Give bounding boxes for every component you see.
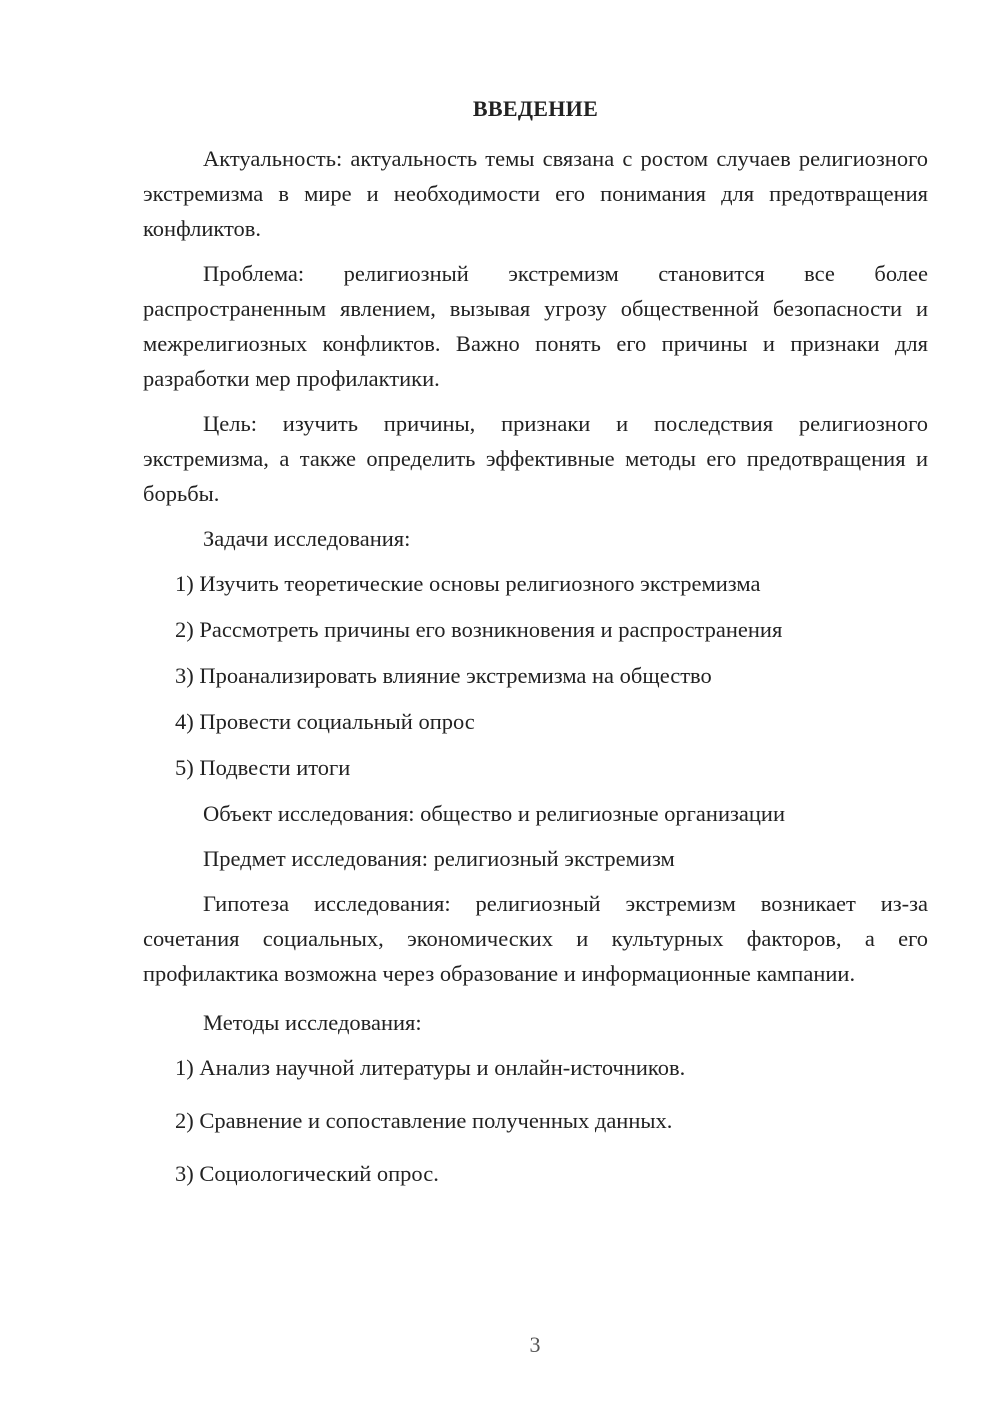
document-body [143,94,928,1209]
page-title: ВВЕДЕНИЕ [472,96,599,121]
methods-list [143,1050,928,1191]
list-item: 4) Провести социальный опрос [175,709,475,734]
paragraph-relevance: Актуальность: актуальность темы связана с ростом случаев религиозного экстремизма в мире и необходимости его понимания для предотвращения конфликтов. [143,146,928,241]
paragraph-object: Объект исследования: общество и религиозные организации [203,801,785,826]
tasks-label: Задачи исследования: [203,526,411,551]
paragraph-hypothesis: Гипотеза исследования: религиозный экстремизм возникает из-за сочетания социальных, экономических и культурных факторов, а его профилактика возможна через образование и информационные кампании. [143,891,928,986]
list-item: 3) Социологический опрос. [175,1161,439,1186]
paragraph-goal: Цель: изучить причины, признаки и последствия религиозного экстремизма, а также определить эффективные методы его предотвращения и борьбы. [143,411,928,506]
paragraph-problem: Проблема: религиозный экстремизм становится все более распространенным явлением, вызывая угрозу общественной безопасности и межрелигиозных конфликтов. Важно понять его причины и признаки для разработки мер профилактики. [143,261,928,391]
list-item: 5) Подвести итоги [175,755,351,780]
page-number: 3 [529,1332,541,1357]
tasks-list [143,566,928,785]
list-item: 2) Рассмотреть причины его возникновения и распространения [175,617,783,642]
paragraph-subject: Предмет исследования: религиозный экстремизм [203,846,675,871]
list-item: 1) Анализ научной литературы и онлайн-источников. [175,1055,686,1080]
list-item: 3) Проанализировать влияние экстремизма на общество [175,663,712,688]
list-item: 2) Сравнение и сопоставление полученных данных. [175,1108,673,1133]
methods-label: Методы исследования: [203,1010,422,1035]
list-item: 1) Изучить теоретические основы религиозного экстремизма [175,571,761,596]
